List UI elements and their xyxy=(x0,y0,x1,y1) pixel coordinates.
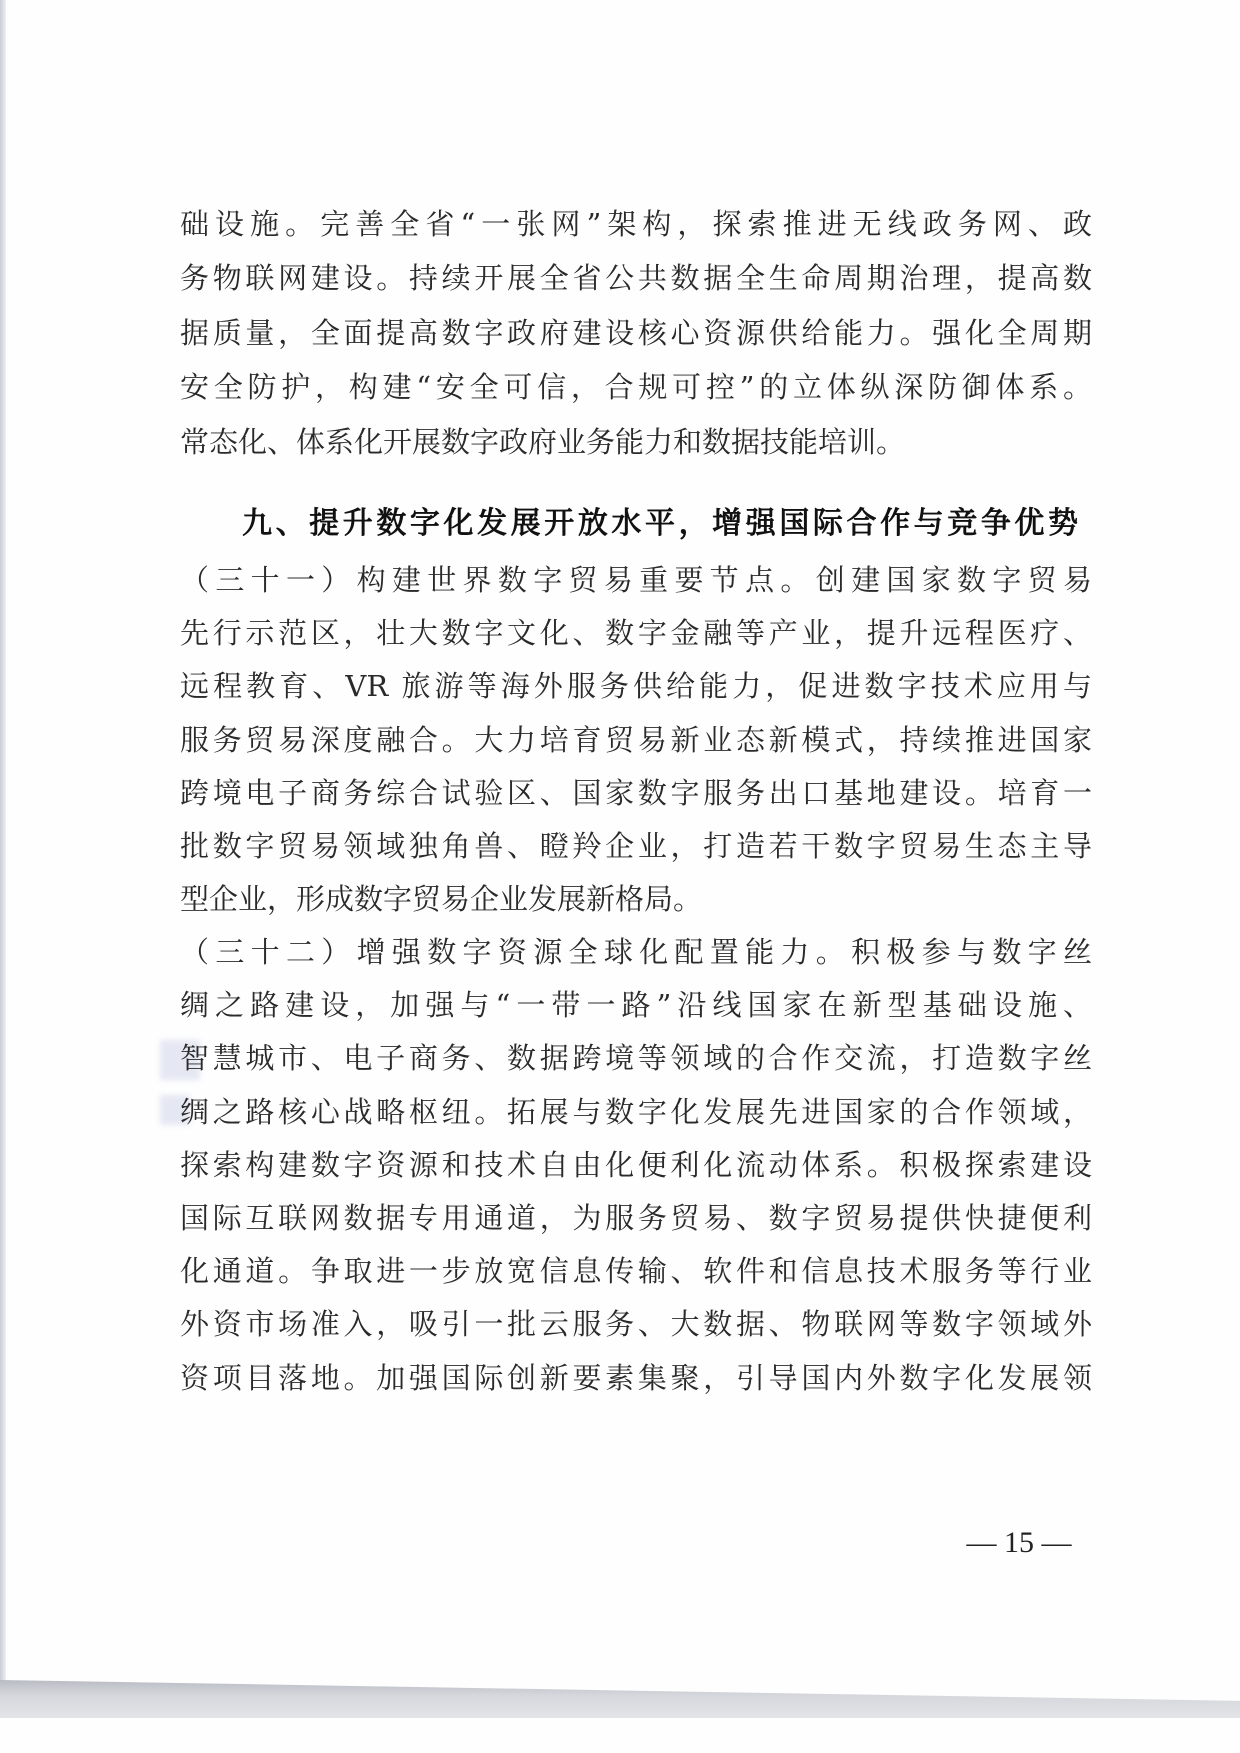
body-line-12: 型企业，形成数字贸易企业发展新格局。 xyxy=(180,882,703,916)
body-line-9: 服务贸易深度融合。大力培育贸易新业态新模式，持续推进国家 xyxy=(180,723,1092,757)
scan-left-edge xyxy=(0,0,6,1700)
body-line-19: 化通道。争取进一步放宽信息传输、软件和信息技术服务等行业 xyxy=(180,1254,1092,1288)
body-line-21: 资项目落地。加强国际创新要素集聚，引导国内外数字化发展领 xyxy=(180,1361,1092,1395)
body-line-18: 国际互联网数据专用通道，为服务贸易、数字贸易提供快捷便利 xyxy=(180,1201,1092,1235)
body-line-20: 外资市场准入，吸引一批云服务、大数据、物联网等数字领域外 xyxy=(180,1307,1092,1341)
body-line-4: 安全防护，构建“安全可信，合规可控”的立体纵深防御体系。 xyxy=(180,370,1092,404)
section-heading: 九、提升数字化发展开放水平，增强国际合作与竞争优势 xyxy=(242,506,1078,541)
body-line-16: 绸之路核心战略枢纽。拓展与数字化发展先进国家的合作领域， xyxy=(180,1095,1092,1129)
body-line-15: 智慧城市、电子商务、数据跨境等领域的合作交流，打造数字丝 xyxy=(180,1041,1092,1075)
body-line-1: 础设施。完善全省“一张网”架构，探索推进无线政务网、政 xyxy=(180,207,1092,241)
body-line-10: 跨境电子商务综合试验区、国家数字服务出口基地建设。培育一 xyxy=(180,776,1092,810)
body-line-11: 批数字贸易领域独角兽、瞪羚企业，打造若干数字贸易生态主导 xyxy=(180,829,1092,863)
scan-bottom-shadow xyxy=(0,1680,1240,1718)
subsection-32-line-1: （三十二）增强数字资源全球化配置能力。积极参与数字丝 xyxy=(180,935,1092,969)
body-line-8: 远程教育、VR 旅游等海外服务供给能力，促进数字技术应用与 xyxy=(180,669,1092,703)
body-line-7: 先行示范区，壮大数字文化、数字金融等产业，提升远程医疗、 xyxy=(180,616,1092,650)
subsection-31-line-1: （三十一）构建世界数字贸易重要节点。创建国家数字贸易 xyxy=(180,563,1092,597)
body-line-2: 务物联网建设。持续开展全省公共数据全生命周期治理，提高数 xyxy=(180,261,1092,295)
body-line-3: 据质量，全面提高数字政府建设核心资源供给能力。强化全周期 xyxy=(180,316,1092,350)
body-line-17: 探索构建数字资源和技术自由化便利化流动体系。积极探索建设 xyxy=(180,1148,1092,1182)
body-line-14: 绸之路建设，加强与“一带一路”沿线国家在新型基础设施、 xyxy=(180,988,1092,1022)
page-number: — 15 — xyxy=(966,1526,1072,1559)
body-line-5: 常态化、体系化开展数字政府业务能力和数据技能培训。 xyxy=(180,425,906,459)
